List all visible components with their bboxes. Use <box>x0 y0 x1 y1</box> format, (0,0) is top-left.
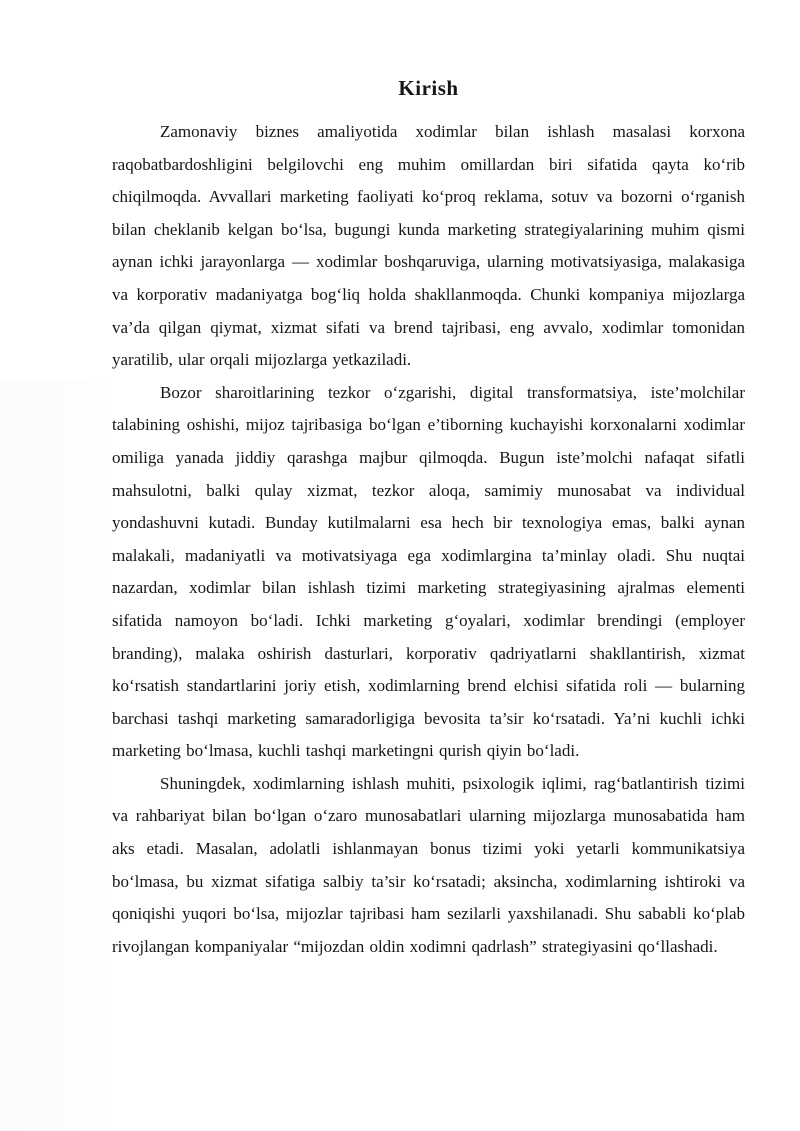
paragraph-3: Shuningdek, xodimlarning ishlash muhiti, psixologik iqlimi, rag‘batlantirish tizimi va rahbariyat bilan bo‘lgan o‘zaro munosabatlari ularning mijozlarga munosabatida ham aks etadi. Masalan, adolatli ishlanmayan bonus tizimi yoki yetarli kommunikatsiya bo‘lmasa, bu xizmat sifatiga salbiy ta’sir ko‘rsatadi; aksincha, xodimlarning ishtiroki va qoniqishi yuqori bo‘lsa, mijozlar tajribasi ham sezilarli yaxshilanadi. Shu sababli ko‘plab rivojlangan kompaniyalar “mijozdan oldin xodimni qadrlash” strategiyasini qo‘llashadi. <box>112 773 745 956</box>
page-title: Kirish <box>398 76 459 100</box>
paragraph-2: Bozor sharoitlarining tezkor o‘zgarishi, digital transformatsiya, iste’molchilar talabining oshishi, mijoz tajribasiga bo‘lgan e’tiborning kuchayishi korxonalarni xodimlar omiliga yanada jiddiy qarashga majbur qilmoqda. Bugun iste’molchi nafaqat sifatli mahsulotni, balki qulay xizmat, tezkor aloqa, samimiy munosabat va individual yondashuvni kutadi. Bunday kutilmalarni esa hech bir texnologiya emas, balki aynan malakali, madaniyatli va motivatsiyaga ega xodimlargina ta’minlay oladi. Shu nuqtai nazardan, xodimlar bilan ishlash tizimi marketing strategiyasining ajralmas elementi sifatida namoyon bo‘ladi. Ichki marketing g‘oyalari, xodimlar brendingi (employer branding), malaka oshirish dasturlari, korporativ qadriyatlarni shakllantirish, xizmat ko‘rsatish standartlarini joriy etish, xodimlarning brend elchisi sifatida roli — bularning barchasi tashqi marketing samaradorligiga bevosita ta’sir ko‘rsatadi. Ya’ni kuchli ichki marketing bo‘lmasa, kuchli tashqi marketingni qurish qiyin bo‘ladi. <box>112 382 745 761</box>
paragraph-1: Zamonaviy biznes amaliyotida xodimlar bilan ishlash masalasi korxona raqobatbardoshligini belgilovchi eng muhim omillardan biri sifatida qayta ko‘rib chiqilmoqda. Avvallari marketing faoliyati ko‘proq reklama, sotuv va bozorni o‘rganish bilan cheklanib kelgan bo‘lsa, bugungi kunda marketing strategiyalarining muhim qismi aynan ichki jarayonlarga — xodimlar boshqaruviga, ularning motivatsiyasiga, malakasiga va korporativ madaniyatga bog‘liq holda shakllanmoqda. Chunki kompaniya mijozlarga va’da qilgan qiymat, xizmat sifati va brend tajribasi, eng avvalo, xodimlar tomonidan yaratilib, ular orqali mijozlarga yetkaziladi. <box>112 122 745 370</box>
scan-edge-shading <box>0 380 108 1131</box>
